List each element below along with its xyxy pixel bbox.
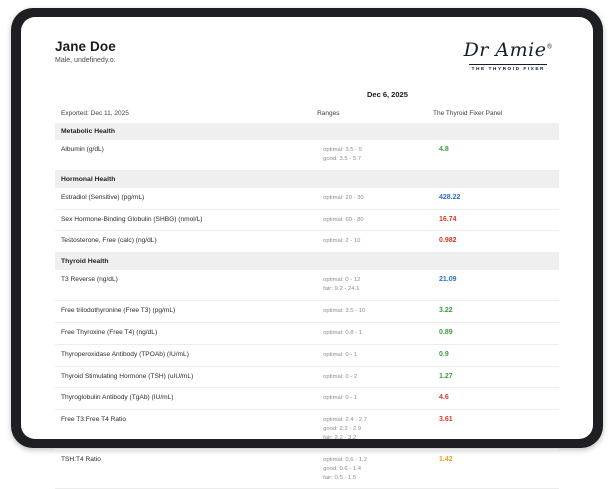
range-line: optimal: 3.5 - 5 <box>323 147 363 153</box>
section-header-row <box>55 123 559 140</box>
range-line: optimal: 20 - 30 <box>323 194 364 201</box>
biomarker-value: 0.9 <box>433 344 559 366</box>
biomarker-ranges <box>317 366 433 388</box>
section-header-row <box>55 253 559 271</box>
range-line: optimal: 0.8 - 1 <box>323 329 363 336</box>
range-line: optimal: 0 - 1 <box>323 351 358 358</box>
document-header <box>55 39 559 72</box>
table-row <box>55 209 559 231</box>
logo-wordmark: Dr Amie <box>463 39 547 61</box>
biomarker-name: Sex Hormone-Binding Globulin (SHBG) (nmol/L) <box>55 209 317 231</box>
range-line: optimal: 60 - 80 <box>323 216 364 223</box>
table-row <box>55 410 559 450</box>
range-line: fair: 2.2 - 3.2 <box>323 435 357 442</box>
biomarker-value: 16.74 <box>433 209 559 231</box>
biomarker-value: 0.89 <box>433 322 559 344</box>
biomarker-ranges <box>317 301 433 323</box>
biomarker-ranges <box>317 344 433 366</box>
range-line: good: 3.5 - 5.7 <box>323 155 362 162</box>
tablet-frame <box>11 8 603 481</box>
patient-subtitle: Male, undefinedy.o. <box>55 57 116 64</box>
table-row <box>55 188 559 209</box>
section-title: Hormonal Health <box>55 170 559 188</box>
biomarker-name: Thyroid Stimulating Hormone (TSH) (uIU/mL) <box>55 366 317 388</box>
table-header-row <box>55 110 559 123</box>
range-line: fair: 0.5 - 1.5 <box>323 474 357 481</box>
lab-results-table <box>55 110 559 489</box>
biomarker-name: Testosterone, Free (calc) (ng/dL) <box>55 231 317 253</box>
logo-divider <box>469 64 547 65</box>
patient-block <box>55 39 116 64</box>
table-row <box>55 140 559 170</box>
brand-logo <box>464 39 559 72</box>
logo-script-text <box>464 41 553 60</box>
column-header-panel: The Thyroid Fixer Panel <box>432 110 503 117</box>
table-row <box>55 301 559 323</box>
biomarker-name: Albumin (g/dL) <box>55 140 317 170</box>
table-row <box>55 449 559 489</box>
biomarker-ranges <box>317 270 433 300</box>
biomarker-name: Thyroglobulin Antibody (TgAb) (IU/mL) <box>55 388 317 410</box>
biomarker-value: 428.22 <box>433 188 559 209</box>
biomarker-ranges <box>317 140 433 170</box>
biomarker-ranges <box>317 322 433 344</box>
tablet-screen <box>21 17 593 481</box>
table-row <box>55 344 559 366</box>
biomarker-name: Free Thyroxine (Free T4) (ng/dL) <box>55 322 317 344</box>
biomarker-name: Free triiodothyronine (Free T3) (pg/mL) <box>55 301 317 323</box>
column-header-exported: Exported: Dec 11, 2025 <box>61 110 129 117</box>
column-header-ranges: Ranges <box>317 110 340 117</box>
biomarker-name: Free T3:Free T4 Ratio <box>55 410 317 450</box>
biomarker-value: 21.09 <box>433 270 559 300</box>
biomarker-ranges <box>317 410 433 450</box>
biomarker-value: 4.8 <box>433 140 559 170</box>
biomarker-ranges <box>317 209 433 231</box>
range-line: optimal: 0 - 12 <box>323 277 361 284</box>
biomarker-value: 3.22 <box>433 301 559 323</box>
biomarker-name: Thyroperoxidase Antibody (TPOAb) (IU/mL) <box>55 344 317 366</box>
report-date: Dec 6, 2025 <box>367 90 408 99</box>
biomarker-value: 4.6 <box>433 388 559 410</box>
table-row <box>55 270 559 300</box>
range-line: optimal: 2 - 10 <box>323 238 361 245</box>
patient-name: Jane Doe <box>55 39 116 54</box>
range-line: optimal: 0.6 - 1.2 <box>323 456 367 463</box>
table-row <box>55 231 559 253</box>
lab-results-body <box>55 123 559 489</box>
biomarker-name: TSH:T4 Ratio <box>55 449 317 489</box>
section-title: Thyroid Health <box>55 253 559 271</box>
table-row <box>55 388 559 410</box>
range-line: good: 0.6 - 1.4 <box>323 465 362 472</box>
table-row <box>55 322 559 344</box>
range-line: optimal: 0 - 2 <box>323 373 358 380</box>
lab-report-document <box>21 17 593 481</box>
biomarker-ranges <box>317 449 433 489</box>
biomarker-ranges <box>317 388 433 410</box>
section-title: Metabolic Health <box>55 123 559 140</box>
biomarker-name: T3 Reverse (ng/dL) <box>55 270 317 300</box>
registered-mark-icon: ® <box>546 43 553 51</box>
range-line: optimal: 3.5 - 10 <box>323 308 366 315</box>
range-line: good: 2.2 - 2.9 <box>323 426 362 433</box>
range-line: fair: 9.2 - 24.1 <box>323 286 360 293</box>
biomarker-name: Estradiol (Sensitive) (pg/mL) <box>55 188 317 209</box>
section-header-row <box>55 170 559 188</box>
biomarker-value: 0.982 <box>433 231 559 253</box>
range-line: optimal: 0 - 1 <box>323 395 358 402</box>
biomarker-value: 1.42 <box>433 449 559 489</box>
logo-tagline: THE THYROID FIXER <box>471 67 546 72</box>
table-row <box>55 366 559 388</box>
biomarker-ranges <box>317 231 433 253</box>
biomarker-value: 1.27 <box>433 366 559 388</box>
biomarker-value: 3.61 <box>433 410 559 450</box>
range-line: optimal: 2.4 - 2.7 <box>323 417 367 424</box>
biomarker-ranges <box>317 188 433 209</box>
